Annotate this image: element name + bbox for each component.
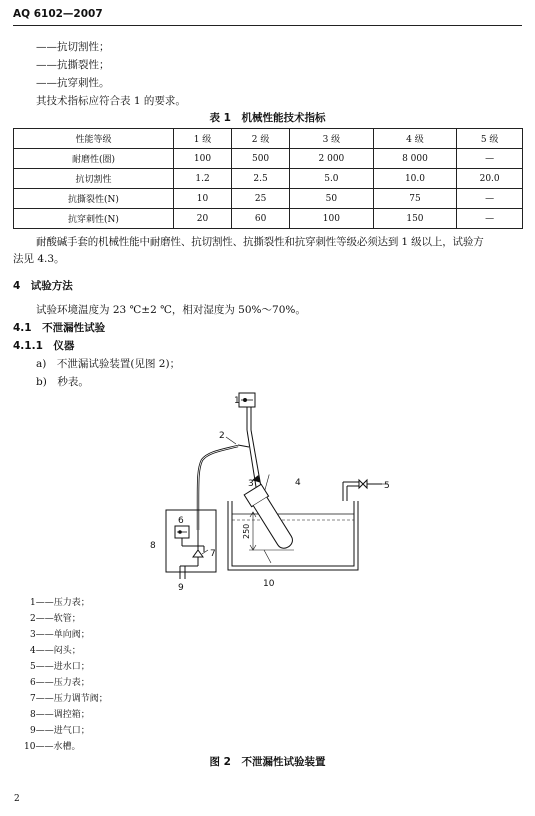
table-cell: — <box>457 149 523 169</box>
paragraph-line-2: 法见 4.3。 <box>13 253 65 265</box>
table-cell: 10 <box>174 189 232 209</box>
label-5: 5 <box>384 481 390 491</box>
label-6: 6 <box>178 516 184 526</box>
table-cell: 500 <box>232 149 290 169</box>
legend-item: 10——水槽。 <box>24 742 81 752</box>
table-cell: — <box>457 209 523 229</box>
legend-item: 4——闷头； <box>30 646 81 656</box>
page-number: 2 <box>14 794 20 804</box>
legend-item: 8——调控箱； <box>30 710 90 720</box>
dimension-250: 250 <box>242 523 251 539</box>
section-4-1-1-heading: 4.1.1 仪器 <box>13 340 75 352</box>
table-row <box>14 209 523 229</box>
label-3: 3 <box>248 479 254 489</box>
table-row <box>14 189 523 209</box>
table-cell: 25 <box>232 189 290 209</box>
header-rule <box>13 25 522 26</box>
table-row <box>14 149 523 169</box>
table-cell: 150 <box>373 209 457 229</box>
table-cell: 20.0 <box>457 169 523 189</box>
mechanical-properties-table <box>13 128 523 229</box>
label-1: 1 <box>234 396 240 406</box>
figure-caption: 图 2 不泄漏性试验装置 <box>209 756 326 768</box>
table-cell: 2.5 <box>232 169 290 189</box>
table-header-cell: 性能等级 <box>14 129 174 149</box>
label-4: 4 <box>295 478 301 488</box>
legend-item: 6——压力表； <box>30 678 90 688</box>
table-cell: 60 <box>232 209 290 229</box>
label-7: 7 <box>210 549 216 559</box>
table-cell: 1.2 <box>174 169 232 189</box>
legend-item: 9——进气口； <box>30 726 90 736</box>
standard-number: AQ 6102—2007 <box>13 8 103 20</box>
table-cell: 抗穿刺性(N) <box>14 209 174 229</box>
table-cell: 2 000 <box>290 149 374 169</box>
table-cell: 抗切割性 <box>14 169 174 189</box>
table-cell: 抗撕裂性(N) <box>14 189 174 209</box>
instrument-item-a: a) 不泄漏试验装置(见图 2)； <box>36 358 181 370</box>
legend-item: 7——压力调节阀； <box>30 694 108 704</box>
table-header-cell: 4 级 <box>373 129 457 149</box>
table-header-row <box>14 129 523 149</box>
test-environment-text: 试验环境温度为 23 ℃±2 ℃，相对湿度为 50%～70%。 <box>36 304 306 316</box>
requirement-text: 其技术指标应符合表 1 的要求。 <box>36 95 186 107</box>
intro-item-cut: ——抗切割性； <box>36 41 110 53</box>
table-cell: 10.0 <box>373 169 457 189</box>
label-2: 2 <box>219 431 225 441</box>
table-cell: 100 <box>290 209 374 229</box>
table-cell: 8 000 <box>373 149 457 169</box>
table-header-cell: 2 级 <box>232 129 290 149</box>
table-header-cell: 5 级 <box>457 129 523 149</box>
table-cell: 100 <box>174 149 232 169</box>
intro-item-puncture: ——抗穿刺性。 <box>36 77 110 89</box>
legend-item: 5——进水口； <box>30 662 90 672</box>
section-4-1-heading: 4.1 不泄漏性试验 <box>13 322 106 334</box>
inlet-valve-5-shape <box>359 480 367 488</box>
intro-item-tear: ——抗撕裂性； <box>36 59 110 71</box>
legend-item: 3——单向阀； <box>30 630 90 640</box>
label-9: 9 <box>178 583 184 593</box>
table-cell: 耐磨性(圈) <box>14 149 174 169</box>
table-header-cell: 3 级 <box>290 129 374 149</box>
paragraph-line-1: 耐酸碱手套的机械性能中耐磨性、抗切割性、抗撕裂性和抗穿刺性等级必须达到 1 级以上，试验方 <box>36 236 484 248</box>
label-8: 8 <box>150 541 156 551</box>
table-row <box>14 169 523 189</box>
table-header-cell: 1 级 <box>174 129 232 149</box>
legend-item: 1——压力表； <box>30 598 90 608</box>
table-cell: 50 <box>290 189 374 209</box>
table-cell: 75 <box>373 189 457 209</box>
legend-item: 2——软管； <box>30 614 81 624</box>
leak-test-apparatus-diagram <box>140 390 400 600</box>
table-caption: 表 1 机械性能技术指标 <box>209 112 326 124</box>
instrument-item-b: b) 秒表。 <box>36 376 89 388</box>
table-cell: 5.0 <box>290 169 374 189</box>
control-box-8-shape <box>166 510 216 572</box>
label-10: 10 <box>263 579 275 589</box>
section-4-heading: 4 试验方法 <box>13 280 73 292</box>
table-cell: 20 <box>174 209 232 229</box>
table-cell: — <box>457 189 523 209</box>
